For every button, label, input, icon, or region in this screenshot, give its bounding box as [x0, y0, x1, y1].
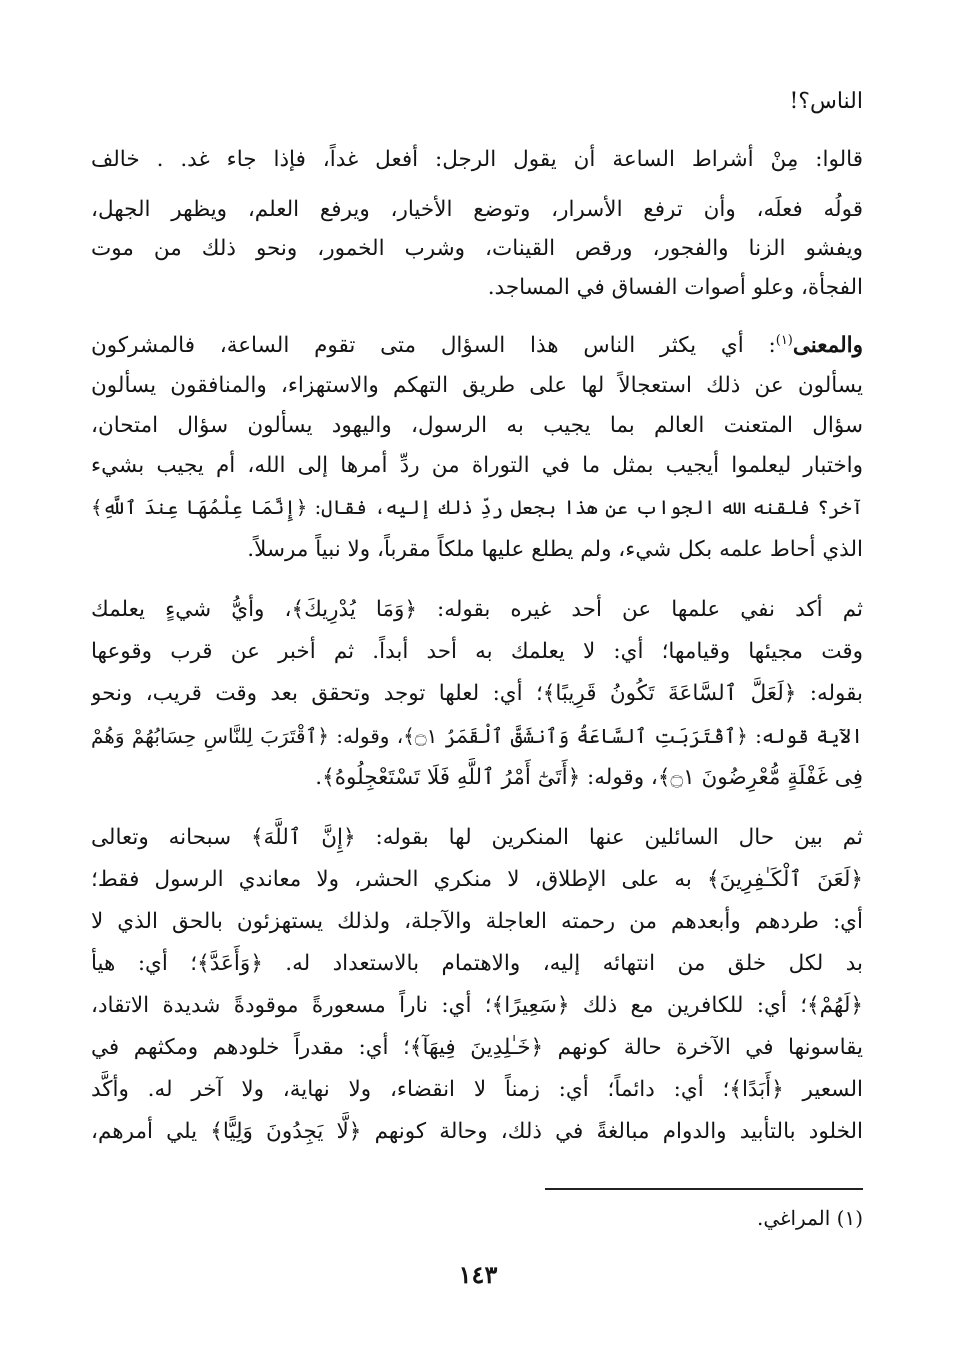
continued-heading: الناس؟!	[789, 89, 863, 114]
paragraph-4-line-1: ثم بين حال السائلين عنها المنكرين لها بقوله: ﴿إِنَّ ٱللَّهَ﴾ سبحانه وتعالى	[91, 825, 863, 850]
paragraph-2-line-4: واختبار ليعلموا أيجيب بمثل ما في التوراة من ردِّ أمرها إلى الله، أم يجيب بشيء	[91, 453, 863, 478]
page-number: ١٤٣	[458, 1260, 498, 1289]
paragraph-2-line-6: الذي أحاط علمه بكل شيء، ولم يطلع عليها ملكاً مقرباً، ولا نبياً مرسلاً.	[247, 537, 863, 562]
paragraph-4-line-8: الخلود بالتأبيد والدوام مبالغةً في ذلك، وحالة كونهم ﴿لَّا يَجِدُونَ وَلِيًّا﴾ يلي أمرهم،	[91, 1119, 863, 1144]
meaning-lead: والمعنى	[792, 333, 863, 358]
footnote-separator	[545, 1188, 863, 1190]
footnote-marker: (١)	[775, 332, 793, 348]
footnote: (١) المراغي.	[756, 1206, 863, 1230]
paragraph-3-line-4: الآية قوله: ﴿ٱقْتَرَبَتِ ٱلسَّاعَةُ وَٱنشَقَّ ٱلْقَمَرُ ۝١﴾، وقوله: ﴿ٱقْتَرَبَ لِلنَّاسِ حِسَابُهُمْ وَهُمْ	[91, 724, 863, 748]
paragraph-2-line-5: آخر؟ فلقنه الله الجواب عن هذا بجعل ردِّ ذلك إليه، فقال: ﴿إِنَّمَا عِلْمُهَا عِندَ ٱللَّهِ﴾	[91, 496, 863, 519]
paragraph-1-line-2: قولُه فعلَه، وأن ترفع الأسرار، وتوضع الأخيار، ويرفع العلم، ويظهر الجهل،	[91, 197, 863, 222]
paragraph-1-line-4: الفجأة، وعلو أصوات الفساق في المساجد.	[487, 275, 863, 300]
paragraph-4-line-2: ﴿لَعَنَ ٱلْكَـٰفِرِينَ﴾ به على الإطلاق، لا منكري الحشر، ولا معاندي الرسول فقط؛	[91, 867, 863, 892]
paragraph-4-line-7: السعير ﴿أَبَدًا﴾؛ أي: دائماً؛ أي: زمناً لا انقضاء، ولا نهاية، ولا آخر له. وأكَّد	[91, 1077, 863, 1102]
paragraph-4-line-4: بد لكل خلق من انتهائه إليه، والاهتمام بالاستعداد له. ﴿وَأَعَدَّ﴾؛ أي: هيأ	[91, 951, 863, 976]
paragraph-4-line-3: أي: طردهم وأبعدهم من رحمته العاجلة والآجلة، ولذلك يستهزئون بالحق الذي لا	[91, 909, 863, 934]
paragraph-2-line-2: يسألون عن ذلك استعجالاً لها على طريق التهكم والاستهزاء، والمنافقون يسألون	[91, 373, 863, 398]
paragraph-2-line-1-text: : أي يكثر الناس هذا السؤال متى تقوم الساعة، فالمشركون	[91, 333, 776, 358]
paragraph-2-line-3: سؤال المتعنت العالم بما يجيب به الرسول، واليهود يسألون سؤال امتحان،	[91, 413, 863, 438]
paragraph-2-line-1	[91, 326, 863, 366]
paragraph-1-line-3: ويفشو الزنا والفجور، ورقص القينات، وشرب الخمور، ونحو ذلك من موت	[91, 236, 863, 261]
paragraph-3-line-3: بقوله: ﴿لَعَلَّ ٱلسَّاعَةَ تَكُونُ قَرِيبًا﴾؛ أي: لعلها توجد وتحقق بعد وقت قريب، ونحو	[91, 681, 863, 706]
paragraph-3-line-1: ثم أكد نفي علمها عن أحد غيره بقوله: ﴿وَمَا يُدْرِيكَ﴾، وأيُّ شيءٍ يعلمك	[91, 597, 863, 622]
paragraph-1-line-1: قالوا: مِنْ أشراط الساعة أن يقول الرجل: أفعل غداً، فإذا جاء غد. . خالف	[91, 147, 863, 172]
paragraph-4-line-6: يقاسونها في الآخرة حالة كونهم ﴿خَـٰلِدِينَ فِيهَآ﴾؛ أي: مقدراً خلودهم ومكثهم في	[91, 1035, 863, 1060]
paragraph-3-line-5: فِى غَفْلَةٍ مُّعْرِضُونَ ۝١﴾، وقوله: ﴿أَتَىٰٓ أَمْرُ ٱللَّهِ فَلَا تَسْتَعْجِلُوهُ﴾.	[315, 765, 863, 790]
paragraph-4-line-5: ﴿لَهُمْ﴾؛ أي: للكافرين مع ذلك ﴿سَعِيرًا﴾؛ أي: ناراً مسعورةً موقودةً شديدة الاتقاد،	[91, 993, 863, 1018]
paragraph-3-line-2: وقت مجيئها وقيامها؛ أي: لا يعلمك به أحد أبداً. ثم أخبر عن قرب وقوعها	[91, 639, 863, 664]
